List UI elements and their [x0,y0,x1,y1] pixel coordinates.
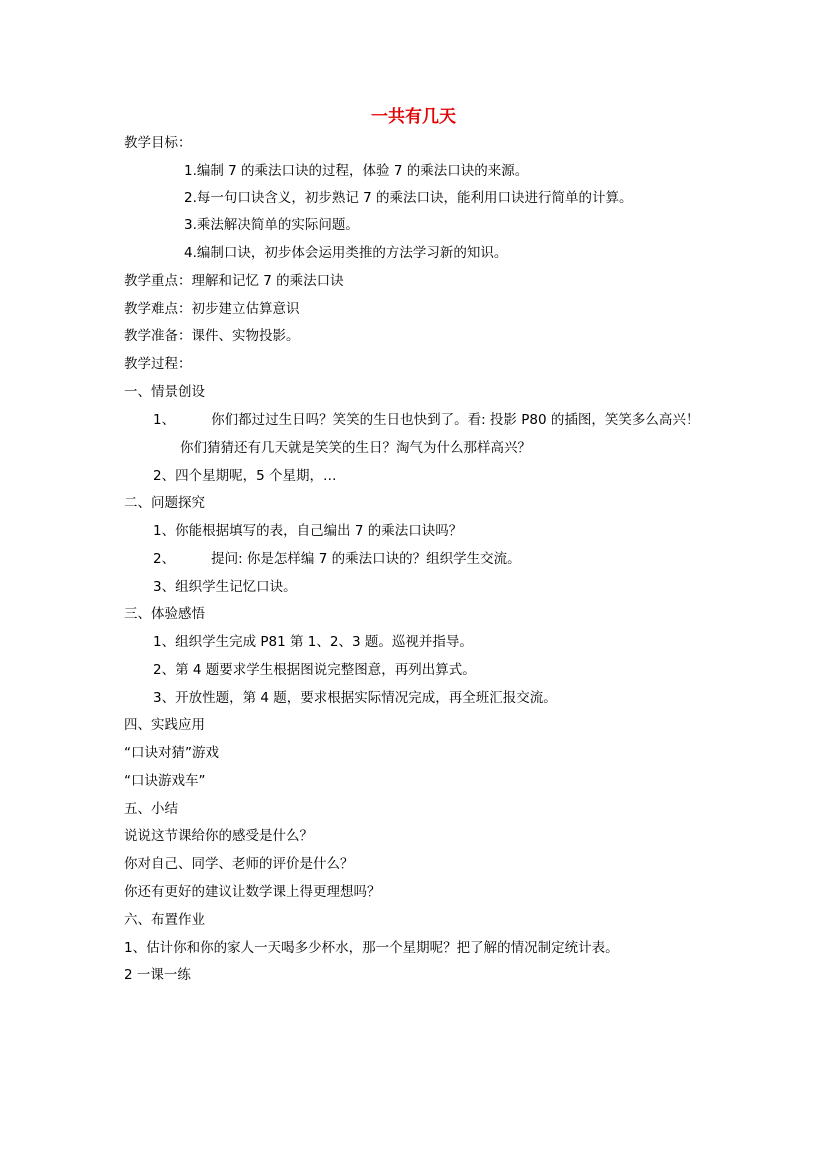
section-3-heading: 三、体验感悟 [124,606,205,622]
section-2-item-1: 1、你能根据填写的表，自己编出 7 的乘法口诀吗？ [153,523,463,539]
difficulty: 教学难点：初步建立估算意识 [124,301,300,317]
goal-item-1: 1.编制 7 的乘法口诀的过程，体验 7 的乘法口诀的来源。 [184,163,529,179]
page-title: 一共有几天 [371,107,456,127]
section-2-heading: 二、问题探究 [124,495,205,511]
section-5-heading: 五、小结 [124,801,178,817]
section-6-item-2: 2 一课一练 [124,967,191,983]
preparation: 教学准备：课件、实物投影。 [124,328,300,344]
goals-heading: 教学目标： [124,135,192,151]
section-5-item-2: 你对自己、同学、老师的评价是什么？ [124,856,354,872]
section-5-item-3: 你还有更好的建议让数学课上得更理想吗？ [124,884,381,900]
section-4-item-1: “口诀对猜”游戏 [124,745,219,761]
section-4-heading: 四、实践应用 [124,717,205,733]
section-6-item-1: 1、估计你和你的家人一天喝多少杯水，那一个星期呢？把了解的情况制定统计表。 [124,940,619,956]
goal-item-2: 2.每一句口诀含义，初步熟记 7 的乘法口诀，能利用口诀进行简单的计算。 [184,190,633,206]
goal-item-3: 3.乘法解决简单的实际问题。 [184,217,359,233]
item-number: 1、 [153,412,176,428]
section-2-item-3: 3、组织学生记忆口诀。 [153,579,297,595]
item-number: 2、 [153,551,176,567]
item-text: 你们都过过生日吗？笑笑的生日也快到了。看: 投影 P80 的插图，笑笑多么高兴！ [211,412,700,428]
section-6-heading: 六、布置作业 [124,912,205,928]
section-2-item-2 [153,550,521,568]
section-5-item-1: 说说这节课给你的感受是什么？ [124,828,313,844]
section-3-item-1: 1、组织学生完成 P81 第 1、2、3 题。巡视并指导。 [153,634,473,650]
section-1-item-1 [153,411,699,429]
section-1-heading: 一、情景创设 [124,384,205,400]
section-1-item-1-continuation: 你们猜猜还有几天就是笑笑的生日？淘气为什么那样高兴？ [180,440,531,456]
goal-item-4: 4.编制口诀，初步体会运用类推的方法学习新的知识。 [184,245,508,261]
process-heading: 教学过程： [124,356,192,372]
section-4-item-2: “口诀游戏车” [124,773,206,789]
section-3-item-2: 2、第 4 题要求学生根据图说完整图意，再列出算式。 [153,662,476,678]
key-point: 教学重点：理解和记忆 7 的乘法口诀 [124,273,344,289]
section-3-item-3: 3、开放性题，第 4 题，要求根据实际情况完成，再全班汇报交流。 [153,690,557,706]
section-1-item-2: 2、四个星期呢，5 个星期，… [153,468,337,484]
item-text: 提问: 你是怎样编 7 的乘法口诀的？组织学生交流。 [211,551,521,567]
